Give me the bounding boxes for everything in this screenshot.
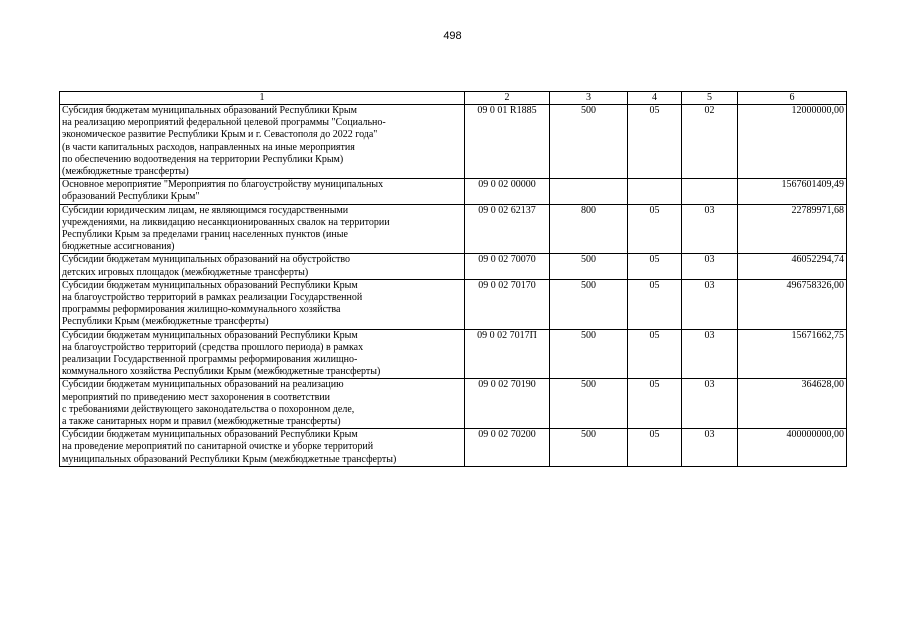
column-header: 6 bbox=[738, 92, 847, 105]
amount-cell: 12000000,00 bbox=[738, 105, 847, 179]
expense-type-cell: 500 bbox=[550, 279, 628, 329]
column-header: 3 bbox=[550, 92, 628, 105]
section-cell: 05 bbox=[628, 204, 682, 254]
column-header: 4 bbox=[628, 92, 682, 105]
table-row bbox=[60, 179, 847, 204]
code-cell: 09 0 02 7017П bbox=[465, 329, 550, 379]
expense-type-cell: 500 bbox=[550, 429, 628, 467]
amount-cell: 46052294,74 bbox=[738, 254, 847, 279]
subsection-cell: 02 bbox=[682, 105, 738, 179]
subsection-cell: 03 bbox=[682, 429, 738, 467]
description-cell: Субсидии юридическим лицам, не являющимся государственными учреждениями, на ликвидацию несанкционированных свалок на территории Республики Крым за пределами границ населенных пунктов (иные бюджетные ассигнования) bbox=[60, 204, 465, 254]
code-cell: 09 0 02 70200 bbox=[465, 429, 550, 467]
expense-type-cell bbox=[550, 179, 628, 204]
section-cell: 05 bbox=[628, 279, 682, 329]
expense-type-cell: 500 bbox=[550, 379, 628, 429]
table-row bbox=[60, 279, 847, 329]
subsection-cell: 03 bbox=[682, 329, 738, 379]
expense-type-cell: 500 bbox=[550, 254, 628, 279]
subsection-cell: 03 bbox=[682, 379, 738, 429]
code-cell: 09 0 01 R1885 bbox=[465, 105, 550, 179]
code-cell: 09 0 02 70190 bbox=[465, 379, 550, 429]
amount-cell: 400000000,00 bbox=[738, 429, 847, 467]
description-cell: Субсидии бюджетам муниципальных образований Республики Крым на благоустройство территорий (средства прошлого периода) в рамках реализации Государственной программы реформирования жилищно- коммунального хозяйства Республики Крым (межбюджетные трансферты) bbox=[60, 329, 465, 379]
table-row bbox=[60, 379, 847, 429]
description-cell: Субсидии бюджетам муниципальных образований на обустройство детских игровых площадок (межбюджетные трансферты) bbox=[60, 254, 465, 279]
subsection-cell bbox=[682, 179, 738, 204]
section-cell: 05 bbox=[628, 254, 682, 279]
page-number: 498 bbox=[443, 30, 462, 42]
expense-type-cell: 500 bbox=[550, 329, 628, 379]
amount-cell: 1567601409,49 bbox=[738, 179, 847, 204]
table-row bbox=[60, 204, 847, 254]
table-row bbox=[60, 429, 847, 467]
description-cell: Основное мероприятие "Мероприятия по благоустройству муниципальных образований Республики Крым" bbox=[60, 179, 465, 204]
subsection-cell: 03 bbox=[682, 204, 738, 254]
table-row bbox=[60, 329, 847, 379]
amount-cell: 15671662,75 bbox=[738, 329, 847, 379]
expense-type-cell: 500 bbox=[550, 105, 628, 179]
description-cell: Субсидия бюджетам муниципальных образований Республики Крым на реализацию мероприятий федеральной целевой программы "Социально- экономическое развитие Республики Крым и г. Севастополя до 2022 года" (в части капитальных расходов, направленных на иные мероприятия по обеспечению водоотведения на территории Республики Крым) (межбюджетные трансферты) bbox=[60, 105, 465, 179]
amount-cell: 496758326,00 bbox=[738, 279, 847, 329]
subsection-cell: 03 bbox=[682, 279, 738, 329]
table-row bbox=[60, 105, 847, 179]
description-cell: Субсидии бюджетам муниципальных образований Республики Крым на благоустройство территорий в рамках реализации Государственной программы реформирования жилищно-коммунального хозяйства Республики Крым (межбюджетные трансферты) bbox=[60, 279, 465, 329]
code-cell: 09 0 02 00000 bbox=[465, 179, 550, 204]
subsection-cell: 03 bbox=[682, 254, 738, 279]
expense-type-cell: 800 bbox=[550, 204, 628, 254]
table-row bbox=[60, 254, 847, 279]
column-header: 1 bbox=[60, 92, 465, 105]
header-row bbox=[60, 92, 847, 105]
code-cell: 09 0 02 70170 bbox=[465, 279, 550, 329]
section-cell: 05 bbox=[628, 105, 682, 179]
description-cell: Субсидии бюджетам муниципальных образований на реализацию мероприятий по приведению мест захоронения в соответствии с требованиями действующего законодательства о похоронном деле, а также санитарных норм и правил (межбюджетные трансферты) bbox=[60, 379, 465, 429]
budget-table bbox=[59, 91, 847, 467]
section-cell: 05 bbox=[628, 329, 682, 379]
column-header: 2 bbox=[465, 92, 550, 105]
amount-cell: 364628,00 bbox=[738, 379, 847, 429]
section-cell: 05 bbox=[628, 379, 682, 429]
section-cell bbox=[628, 179, 682, 204]
code-cell: 09 0 02 62137 bbox=[465, 204, 550, 254]
code-cell: 09 0 02 70070 bbox=[465, 254, 550, 279]
column-header: 5 bbox=[682, 92, 738, 105]
description-cell: Субсидии бюджетам муниципальных образований Республики Крым на проведение мероприятий по санитарной очистке и уборке территорий муниципальных образований Республики Крым (межбюджетные трансферты) bbox=[60, 429, 465, 467]
section-cell: 05 bbox=[628, 429, 682, 467]
amount-cell: 22789971,68 bbox=[738, 204, 847, 254]
